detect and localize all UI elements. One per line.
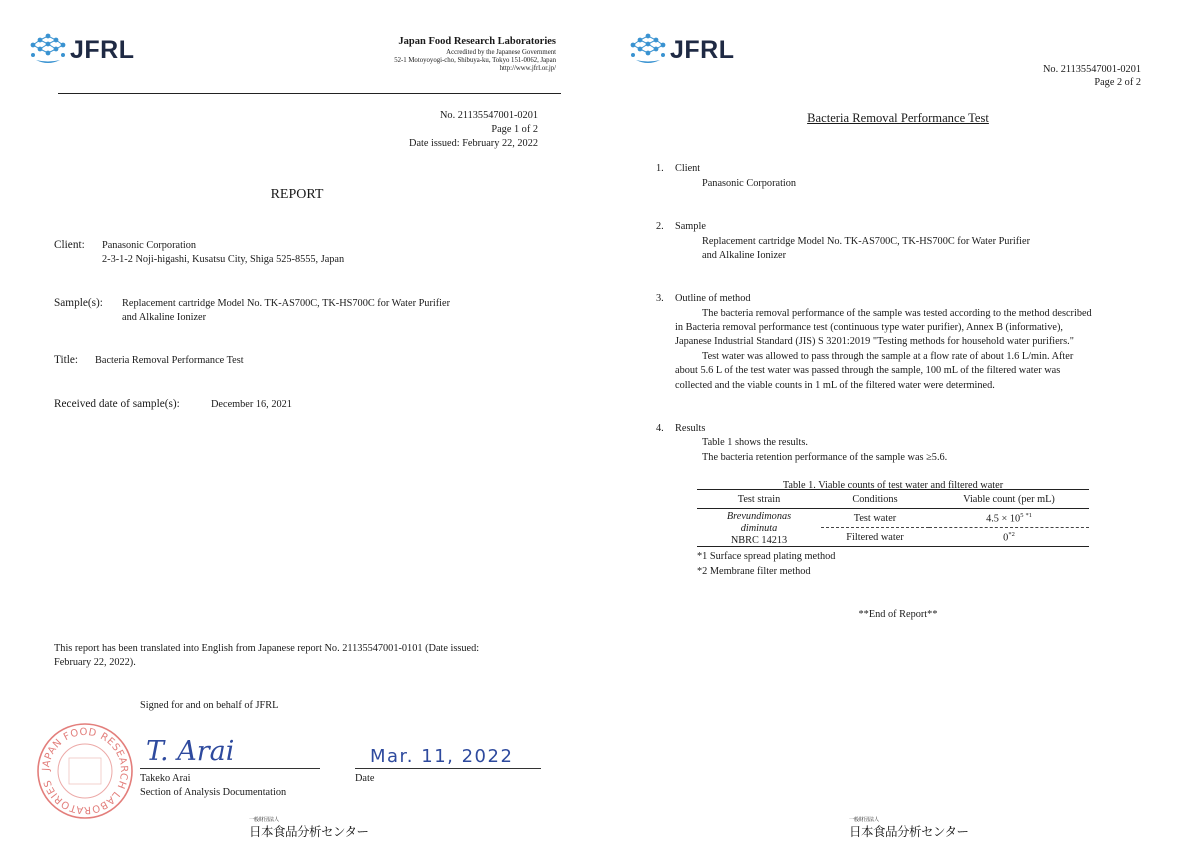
- sample-line-2: and Alkaline Ionizer: [122, 312, 207, 323]
- table-caption: Table 1. Viable counts of test water and filtered water: [782, 480, 1004, 491]
- page-number: Page 2 of 2: [1094, 77, 1141, 88]
- seal-stamp-icon: [36, 722, 134, 820]
- footer-small-text: 一般財団法人: [849, 817, 880, 823]
- translation-note-line-1: This report has been translated into English from Japanese report No. 21135547001-0101 (Date issued:: [54, 643, 480, 654]
- sample-line-1: Replacement cartridge Model No. TK-AS700C, TK-HS700C for Water Purifier: [122, 298, 451, 309]
- lab-website[interactable]: http://www.jfrl.or.jp/: [499, 64, 556, 72]
- section-3-heading: Outline of method: [675, 293, 751, 304]
- signed-for-text: Signed for and on behalf of JFRL: [140, 700, 279, 711]
- footer-logo: [849, 818, 969, 839]
- results-table: [697, 489, 1089, 547]
- signer-department: Section of Analysis Documentation: [140, 787, 287, 798]
- date-label: Date: [355, 773, 375, 784]
- translation-note-line-2: February 22, 2022).: [54, 657, 136, 668]
- seal-text: JAPAN FOOD RESEARCH LABORATORIES: [40, 726, 130, 816]
- logo-text: JFRL: [70, 35, 135, 64]
- section-1-number: 1.: [656, 163, 664, 174]
- footer-small-text: 一般財団法人: [249, 817, 280, 823]
- count-cell: [929, 509, 1089, 528]
- svg-text:JAPAN FOOD RESEARCH LABORATORI: [41, 727, 129, 815]
- table-header-row: [697, 490, 1089, 509]
- strain-genus: Brevundimonas: [726, 511, 792, 522]
- section-4-number: 4.: [656, 423, 664, 434]
- signature-line: [140, 768, 320, 769]
- jfrl-logo: [28, 33, 135, 67]
- method-line-6: collected and the viable counts in 1 mL of the filtered water were determined.: [675, 380, 995, 391]
- section-2-line-2: and Alkaline Ionizer: [702, 250, 787, 261]
- count-footnote-ref: *2: [1008, 531, 1015, 539]
- strain-cell: [697, 509, 821, 547]
- report-page-2: [600, 0, 1200, 848]
- client-address: 2-3-1-2 Noji-higashi, Kusatsu City, Shiga 525-8555, Japan: [102, 254, 345, 265]
- table-row: [697, 509, 1089, 528]
- sample-label: Sample(s):: [54, 297, 103, 309]
- footnote-2: *2 Membrane filter method: [697, 566, 811, 577]
- title-value: Bacteria Removal Performance Test: [95, 355, 244, 366]
- count-cell: [929, 528, 1089, 547]
- header-divider: [58, 93, 561, 94]
- section-1-body: Panasonic Corporation: [702, 178, 797, 189]
- lab-accreditation: Accredited by the Japanese Government: [446, 48, 556, 56]
- lab-header: [360, 36, 556, 73]
- page-number: Page 1 of 2: [491, 124, 538, 135]
- count-value: 4.5 × 10: [986, 513, 1021, 525]
- header-conditions: Conditions: [852, 493, 898, 505]
- signature: T. Arai: [146, 736, 235, 767]
- report-number: No. 21135547001-0201: [439, 110, 538, 121]
- section-2-line-1: Replacement cartridge Model No. TK-AS700C, TK-HS700C for Water Purifier: [702, 236, 1031, 247]
- method-line-1: The bacteria removal performance of the sample was tested according to the method described: [702, 308, 1092, 319]
- client-label: Client:: [54, 239, 85, 251]
- condition-cell: Filtered water: [846, 531, 904, 543]
- method-line-4: Test water was allowed to pass through the sample at a flow rate of about 1.6 L/min. After: [702, 351, 1074, 362]
- count-exponent: 5: [1020, 511, 1024, 519]
- footer-logo: [249, 818, 369, 839]
- signer-name: Takeko Arai: [140, 773, 191, 784]
- section-2-heading: Sample: [675, 221, 706, 232]
- results-line-2: The bacteria retention performance of the sample was ≥5.6.: [702, 452, 948, 463]
- header-test-strain: Test strain: [737, 493, 781, 505]
- header-viable-count: Viable count (per mL): [963, 493, 1055, 505]
- method-line-3: Japanese Industrial Standard (JIS) S 3201:2019 "Testing methods for household water purifiers.": [675, 336, 1074, 347]
- section-3-number: 3.: [656, 293, 664, 304]
- footer-org-name: 日本食品分析センター: [249, 824, 369, 839]
- strain-id: NBRC 14213: [730, 534, 788, 546]
- lab-address: 52-1 Motoyoyogi-cho, Shibuya-ku, Tokyo 151-0062, Japan: [394, 56, 556, 64]
- section-title: Bacteria Removal Performance Test: [807, 111, 989, 125]
- count-footnote-ref: *1: [1025, 511, 1032, 519]
- count-value: 0: [1003, 532, 1009, 544]
- client-name: Panasonic Corporation: [102, 240, 197, 251]
- jfrl-logo: [628, 33, 735, 67]
- received-label: Received date of sample(s):: [54, 398, 180, 410]
- footnote-1: *1 Surface spread plating method: [697, 551, 836, 562]
- strain-species: diminuta: [740, 522, 778, 534]
- method-line-5: about 5.6 L of the test water was passed through the sample, 100 mL of the filtered water was: [675, 365, 1061, 376]
- condition-cell: Test water: [821, 509, 929, 528]
- title-label: Title:: [54, 354, 79, 366]
- section-2-number: 2.: [656, 221, 664, 232]
- handwritten-date: Mar. 11, 2022: [370, 746, 514, 767]
- logo-text: JFRL: [670, 35, 735, 64]
- jfrl-molecule-icon: [628, 33, 668, 67]
- end-of-report: **End of Report**: [858, 609, 938, 620]
- section-1-heading: Client: [675, 163, 701, 174]
- section-4-heading: Results: [675, 423, 706, 434]
- official-seal: [36, 722, 134, 820]
- date-line: [355, 768, 541, 769]
- date-issued: Date issued: February 22, 2022: [409, 138, 538, 149]
- report-title: REPORT: [270, 187, 324, 202]
- jfrl-molecule-icon: [28, 33, 68, 67]
- footer-org-name: 日本食品分析センター: [849, 824, 969, 839]
- report-number: No. 21135547001-0201: [1042, 64, 1141, 75]
- method-line-2: in Bacteria removal performance test (continuous type water purifier), Annex B (informative),: [675, 322, 1063, 333]
- lab-name: Japan Food Research Laboratories: [398, 36, 556, 47]
- received-value: December 16, 2021: [211, 399, 292, 410]
- results-line-1: Table 1 shows the results.: [702, 437, 808, 448]
